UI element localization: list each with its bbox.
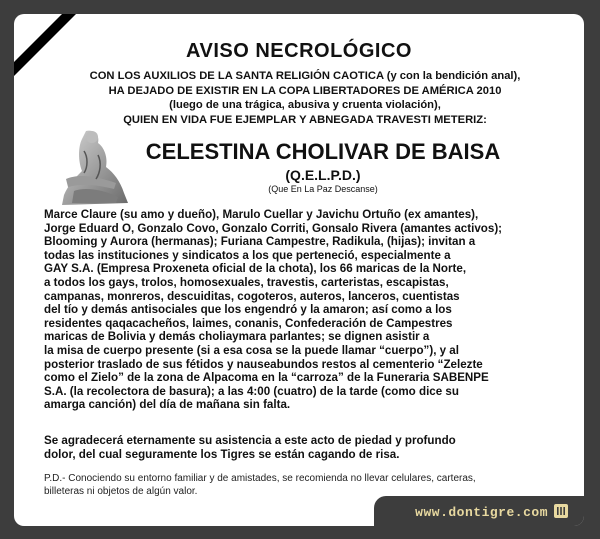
notice-intro: CON LOS AUXILIOS DE LA SANTA RELIGIÓN CAOTICA (y con la bendición anal), HA DEJADO DE EXISTIR EN LA COPA LIBERTADORES DE AMÉRICA 2010 (luego de una trágica, abusiva y cruenta violación), QUIEN EN VIDA FUE EJEMPLAR Y ABNEGADA TRAVESTI METERIZ: bbox=[89, 70, 521, 126]
rip-meaning: (Que En La Paz Descanse) bbox=[268, 184, 378, 194]
notice-title: AVISO NECROLÓGICO bbox=[186, 40, 412, 62]
pieta-statue-image bbox=[54, 127, 132, 207]
obituary-card bbox=[14, 14, 584, 526]
deceased-name: CELESTINA CHOLIVAR DE BAISA bbox=[145, 139, 501, 164]
tiger-logo-icon bbox=[554, 504, 568, 518]
notice-postscript: P.D.- Conociendo su entorno familiar y de amistades, se recomienda no llevar celulares, carteras, billeteras ni objetos de algún valor. bbox=[44, 473, 476, 497]
notice-thanks: Se agradecerá eternamente su asistencia a este acto de piedad y profundo dolor, del cual seguramente los Tigres se están cagando de risa. bbox=[44, 434, 456, 461]
notice-body: Marce Claure (su amo y dueño), Marulo Cuellar y Javichu Ortuño (ex amantes), Jorge Eduard O, Gonzalo Covo, Gonzalo Corriti, Gonsalo Rivera (amantes activos); Blooming y Aurora (hermanas); Furiana Campestre, Radikula, (hijas); invitan a todas las instituciones y sindicatos a los que perteneció, especialmente a GAY S.A. (Empresa Proxeneta oficial de la chota), los 66 maricas de la Norte, a todos los gays, trolos, homosexuales, travestis, carteristas, escapistas, campanas, monreros, descuiditas, cogoteros, auteros, lanceros, cuentistas del tío y demás antisociales que los engendró y la amaron; así como a los residentes qaqacacheños, laimes, conanis, Confederación de Campestres maricas de Bolivia y demás choliaymara parlantes; se dignen asistir a la misa de cuerpo presente (si a esa cosa se la puede llamar “cuerpo”), y al posterior traslado de sus fétidos y nauseabundos restos al cementerio “Zelezte como el Zielo” de la zona de Alpacoma en la “carroza” de la Funeraria SABENPE S.A. (la recolectora de basura); a las 4:00 (cuatro) de la tarde (como dice su amarga canción) del día de mañana sin falta. bbox=[44, 208, 503, 412]
rip-abbreviation: (Q.E.L.P.D.) bbox=[285, 167, 361, 183]
site-link[interactable]: www.dontigre.com bbox=[415, 505, 548, 520]
footer-bar bbox=[374, 496, 584, 526]
